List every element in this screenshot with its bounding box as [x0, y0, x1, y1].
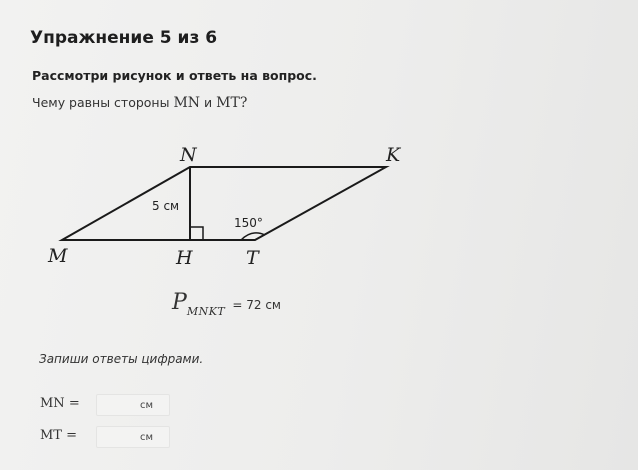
vertex-label-m: M — [48, 245, 68, 267]
question-suffix: ? — [239, 95, 248, 111]
angle-label: 150° — [234, 216, 263, 230]
vertex-label-t: T — [246, 247, 259, 269]
page-title: Упражнение 5 из 6 — [30, 28, 218, 48]
answer-label-mt: MT = — [40, 428, 78, 443]
vertex-label-h: H — [176, 247, 193, 269]
parallelogram-figure — [0, 135, 638, 275]
instruction-text: Рассмотри рисунок и ответь на вопрос. — [32, 68, 317, 83]
question-side-2: MT — [216, 95, 240, 111]
perimeter-symbol: P — [172, 290, 187, 315]
question-conjunction: и — [204, 95, 213, 110]
vertex-label-n: N — [180, 144, 197, 166]
answer-label-mn: MN = — [40, 396, 80, 411]
answer-unit-mt: см — [140, 432, 154, 443]
perimeter-formula — [172, 290, 281, 318]
right-angle-mark — [190, 227, 203, 240]
question-text — [32, 95, 247, 111]
perimeter-subscript: MNKT — [186, 305, 226, 318]
parallelogram-outline — [62, 167, 386, 240]
height-label: 5 см — [152, 199, 180, 213]
perimeter-value: = 72 см — [232, 298, 281, 312]
question-prefix: Чему равны стороны — [32, 95, 170, 110]
answer-unit-mn: см — [140, 400, 154, 411]
vertex-label-k: K — [386, 144, 401, 166]
question-side-1: MN — [173, 95, 201, 111]
answer-hint: Запиши ответы цифрами. — [39, 352, 204, 366]
answer-input-mt[interactable] — [96, 426, 170, 448]
answer-input-mn[interactable] — [96, 394, 170, 416]
